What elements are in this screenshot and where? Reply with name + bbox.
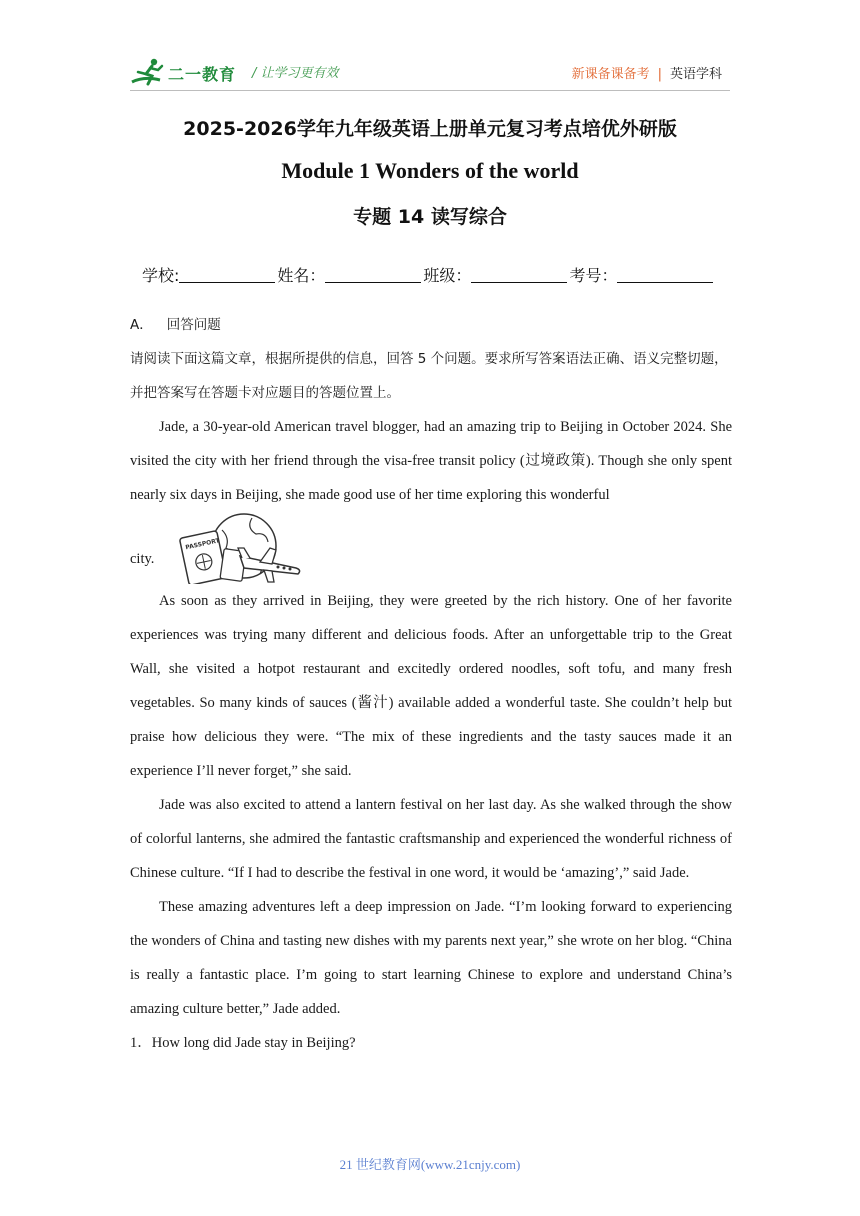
passage-paragraph-4: These amazing adventures left a deep impression on Jade. “I’m looking forward to experiencing the wonders of China and tasting new dishes with my parents next year,” she wrote on her blog. “China is really a fantastic place. I’m going to start learning Chinese to explore and understand China’s amazing culture better,” Jade added. [130,899,732,1017]
section-title: 回答问题 [166,317,221,333]
class-field[interactable] [471,266,567,283]
section-label: A． [130,317,153,333]
header-tagline: 新课备课备考 [571,67,650,82]
name-field[interactable] [325,266,421,283]
logo-text: 二一教育 [168,65,237,84]
passport-text: PASSPORT [184,537,221,552]
school-field[interactable] [179,266,275,283]
name-label: 姓名： [277,266,326,285]
school-label: 学校: [142,266,180,285]
instructions: 请阅读下面这篇文章，根据所提供的信息，回答 5 个问题。要求所写答案语法正确、语义完整切题，并把答案写在答题卡对应题目的答题位置上。 [130,351,728,401]
topic-title: 专题 14 读写综合 [353,206,507,228]
exam-number-field[interactable] [617,266,713,283]
passage-paragraph-3: Jade was also excited to attend a lantern festival on her last day. As she walked through the show of colorful lanterns, she admired the fantastic craftsmanship and experienced the wonderful richness of Chinese culture. “If I had to describe the festival in one word, it would be ‘amazing’,” said Jade. [130,797,732,881]
passage-illustration-line [130,512,732,584]
page-footer: 21 世纪教育网(www.21cnjy.com) [339,1157,521,1172]
passport-plane-globe-icon [160,512,304,584]
section-heading [130,308,732,342]
passage-paragraph-2: As soon as they arrived in Beijing, they were greeted by the rich history. One of her favorite experiences was trying many different and delicious foods. After an unforgettable trip to the Great Wall, she visited a hotpot restaurant and excitedly ordered noodles, soft tofu, and many fresh vegetables. So many kinds of sauces (酱汁) available added a wonderful taste. She couldn’t help but praise how delicious they were. “The mix of these ingredients and the tasty sauces made it an experience I’ll never forget,” she said. [130,593,732,779]
document-title: 2025-2026学年九年级英语上册单元复习考点培优外研版 [183,118,677,140]
passage-paragraph-1: Jade, a 30-year-old American travel blogger, had an amazing trip to Beijing in October 2024. She visited the city with her friend through the visa-free transit policy (过境政策). Though she only spent nearly six days in Beijing, she made good use of her time exploring this wonderful [130,419,732,503]
header-separator: | [657,67,662,82]
main-content [130,308,732,1060]
class-label: 班级： [423,266,472,285]
student-info-line [142,263,715,286]
page-header [130,56,730,90]
question-1: 1．How long did Jade stay in Beijing? [130,1035,356,1051]
slogan: / 让学习更有效 [252,66,339,81]
header-divider [130,90,730,91]
header-subject: 英语学科 [669,67,722,82]
exam-number-label: 考号： [569,266,618,285]
module-title: Module 1 Wonders of the world [281,158,579,183]
logo [130,56,240,88]
passage-paragraph-1-end: city. [130,551,155,567]
header-right [572,63,722,82]
runner-logo-icon [130,56,170,88]
